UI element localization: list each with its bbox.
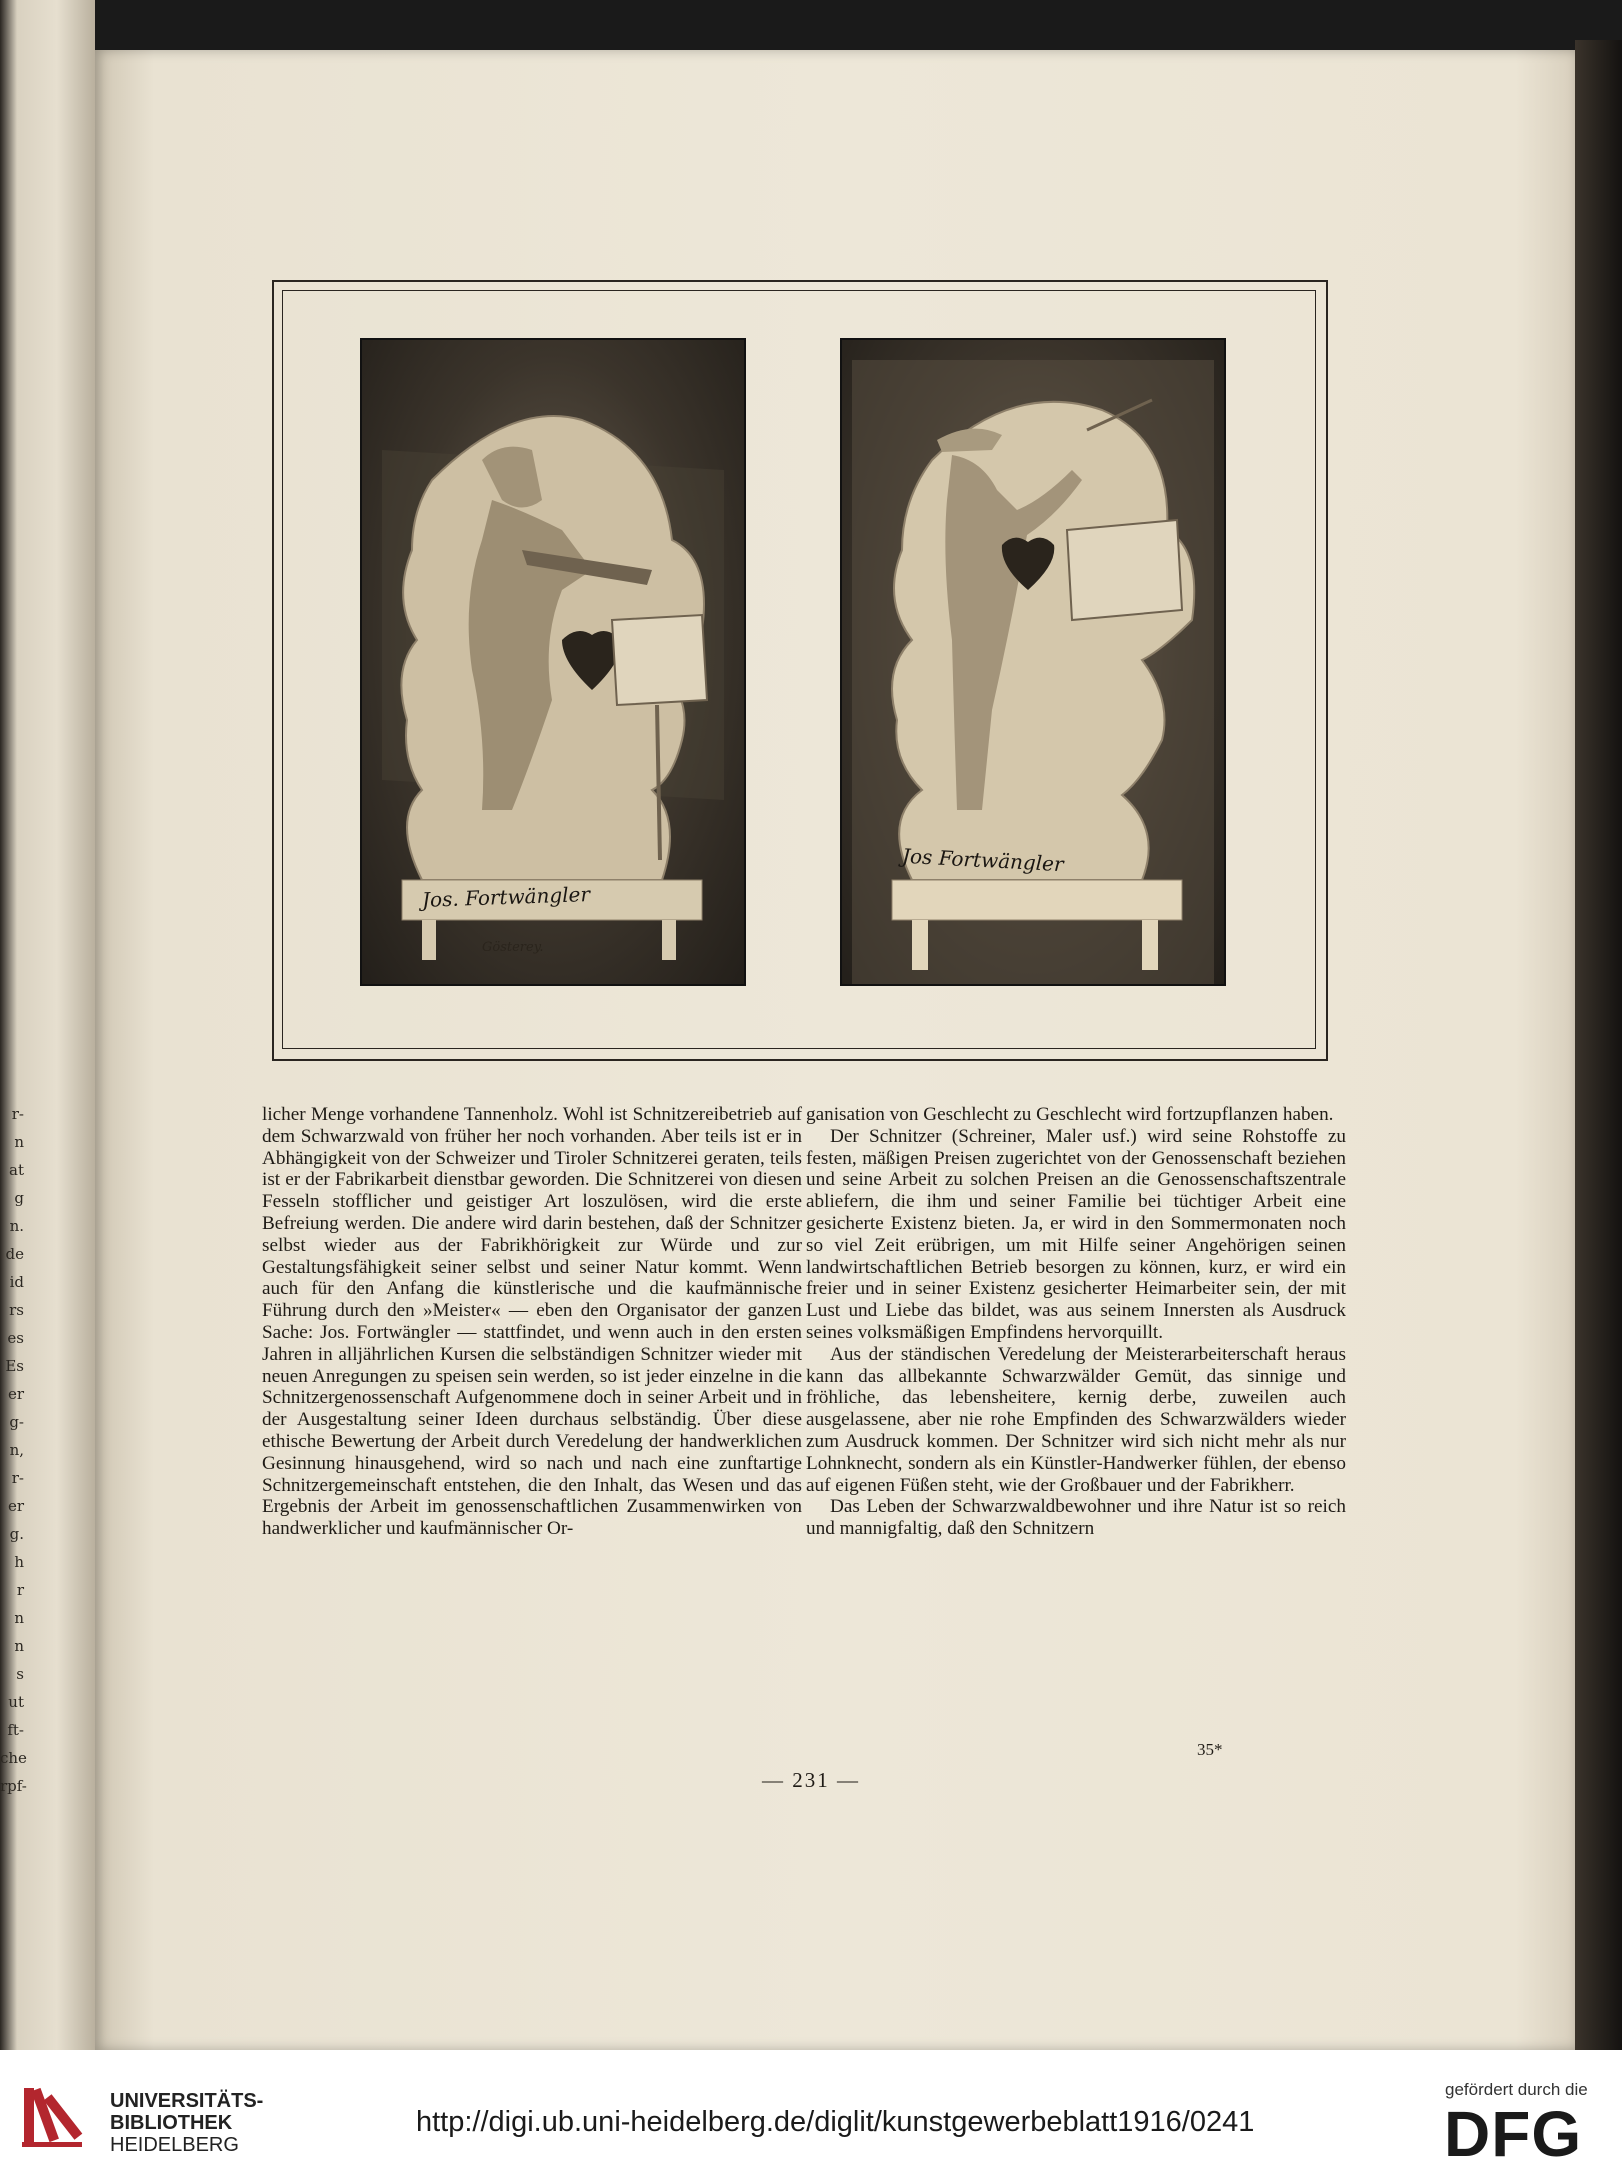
left-page-fragment: r-: [11, 1469, 24, 1487]
article-paragraph: Aus der ständischen Veredelung der Meisterarbeiterschaft heraus kann das allbekannte Schwarzwälder Gemüt, das sinnige und fröhliche, das lebensheitere, kernig derbe, zuweilen auch ausgelassene, aber nie rohe Empfinden des Schwarzwälders wieder zum Ausdruck kommen. Der Schnitzer wird sich nicht mehr als nur Lohnknecht, sondern als ein Künstler-Handwerker fühlen, der ebenso auf eigenen Füßen steht, wie der Großbauer und der Fabrikherr.: [806, 1343, 1346, 1496]
article-paragraph: licher Menge vorhandene Tannenholz. Wohl ist Schnitzereibetrieb auf dem Schwarzwald von früher her noch vorhanden. Aber teils ist er in Abhängigkeit von der Schweizer und Tiroler Schnitzerei geraten, teils ist er der Fabrikarbeit dienstbar geworden. Die Schnitzerei von diesen Fesseln stofflicher und geistiger Art loszulösen, wird die erste Befreiung werden. Die andere wird darin bestehen, daß der Schnitzer selbst wieder aus der Fabrikhörigkeit zur Würde und zur Gestaltungsfähigkeit seiner selbst und seiner Natur kommt. Wenn auch für den Anfang die künstlerische und die kaufmännische Führung durch den »Meister« — eben den Organisator der ganzen Sache: Jos. Fortwängler — stattfindet, und wenn auch in den ersten Jahren in alljährlichen Kursen die selbständigen Schnitzer wieder mit neuen Anregungen zu speisen sein werden, so ist jeder einzelne in die Schnitzergenossenschaft Aufgenommene doch in seiner Arbeit und in der Ausgestaltung seiner Ideen durchaus selbständig. Über diese ethische Bewertung der Arbeit durch Veredelung der handwerklichen Gesinnung hinausgehend, wird so nach und nach eine zunftartige Schnitzergemeinschaft entstehen, die den Inhalt, das Wesen und das Ergebnis der Arbeit im genossenschaftlichen Zusammenwirken von handwerklicher und kaufmännischer Or-: [262, 1104, 802, 1540]
article-right-column: [806, 1104, 1346, 1540]
library-name[interactable]: [110, 2090, 263, 2156]
left-page-fragment: er: [7, 1385, 24, 1403]
left-page-fragment: h: [14, 1553, 24, 1571]
left-page-fragment: n,: [9, 1441, 24, 1459]
left-page-fragment: n.: [9, 1217, 24, 1235]
left-page-fragment: id: [9, 1273, 24, 1291]
photo1-pencil-note: Gösterey.: [482, 940, 544, 955]
left-page-fragment: g.: [9, 1525, 24, 1543]
library-name-line1: UNIVERSITÄTS-: [110, 2090, 264, 2112]
conductor-carving-illustration: [842, 340, 1224, 984]
left-page-text-fragments: [0, 1100, 27, 1800]
footer-bar: [0, 2050, 1622, 2176]
left-page-fragment: ft-: [7, 1721, 24, 1739]
left-page-fragment: at: [9, 1161, 24, 1179]
article-paragraph: ganisation von Geschlecht zu Geschlecht wird fortzupflanzen haben.: [806, 1104, 1334, 1125]
left-page-fragment: rpf-: [0, 1777, 27, 1795]
library-name-line2: BIBLIOTHEK: [110, 2112, 233, 2134]
dfg-logo[interactable]: DFG: [1444, 2098, 1583, 2170]
photo-violinist-carving: [360, 338, 746, 986]
left-page-fragment: n: [14, 1133, 24, 1151]
left-page-fragment: er: [7, 1497, 24, 1515]
page-number: — 231 —: [762, 1768, 860, 1792]
source-url-link[interactable]: http://digi.ub.uni-heidelberg.de/diglit/kunstgewerbeblatt1916/0241: [416, 2106, 1255, 2138]
left-page-fragment: r-: [11, 1105, 24, 1123]
left-page-fragment: n: [14, 1609, 24, 1627]
photo1-signature: Jos. Fortwängler: [421, 882, 591, 912]
left-page-fragment: de: [5, 1245, 24, 1263]
library-name-line3: HEIDELBERG: [110, 2134, 239, 2156]
left-page-fragment: Es: [5, 1357, 24, 1375]
signature-mark: 35*: [1197, 1740, 1223, 1759]
photo-conductor-carving: [840, 338, 1226, 986]
book-cover-edge: [1575, 40, 1622, 2060]
left-page-fragment: che: [0, 1749, 27, 1767]
left-page-fragment: es: [7, 1329, 24, 1347]
left-page-fragment: rs: [9, 1301, 24, 1319]
article-paragraph: Der Schnitzer (Schreiner, Maler usf.) wird seine Rohstoffe zu festen, mäßigen Preisen zugerichtet von der Genossenschaft beziehen und seine Arbeit zu solchen Preisen an die Genossenschaftszentrale abliefern, die ihm und seiner Familie bei tüchtiger Arbeit eine gesicherte Existenz bieten. Ja, er wird in den Sommermonaten noch so viel Zeit erübrigen, um mit Hilfe seiner Angehörigen seinen landwirtschaftlichen Betrieb besorgen zu können, kurz, er wird ein freier und in seiner Existenz gesicherter Heimarbeiter sein, der mit Lust und Liebe das bildet, was aus seinem Innersten als Ausdruck seines volksmäßigen Empfindens hervorquillt.: [806, 1125, 1346, 1343]
sponsor-text: gefördert durch die: [1445, 2080, 1588, 2099]
photo2-signature: Jos Fortwängler: [901, 843, 1065, 877]
left-page-fragment: s: [16, 1665, 24, 1683]
left-page-fragment: r: [16, 1581, 24, 1599]
left-page-fragment: g: [14, 1189, 24, 1207]
article-paragraph: Das Leben der Schwarzwaldbewohner und ihre Natur ist so reich und mannigfaltig, daß den Schnitzern: [806, 1496, 1346, 1540]
left-page-fragment: n: [14, 1637, 24, 1655]
article-left-column: [262, 1104, 802, 1540]
left-page-fragment: g-: [9, 1413, 24, 1431]
library-logo-icon: [18, 2078, 92, 2152]
left-page-fragment: ut: [8, 1693, 24, 1711]
